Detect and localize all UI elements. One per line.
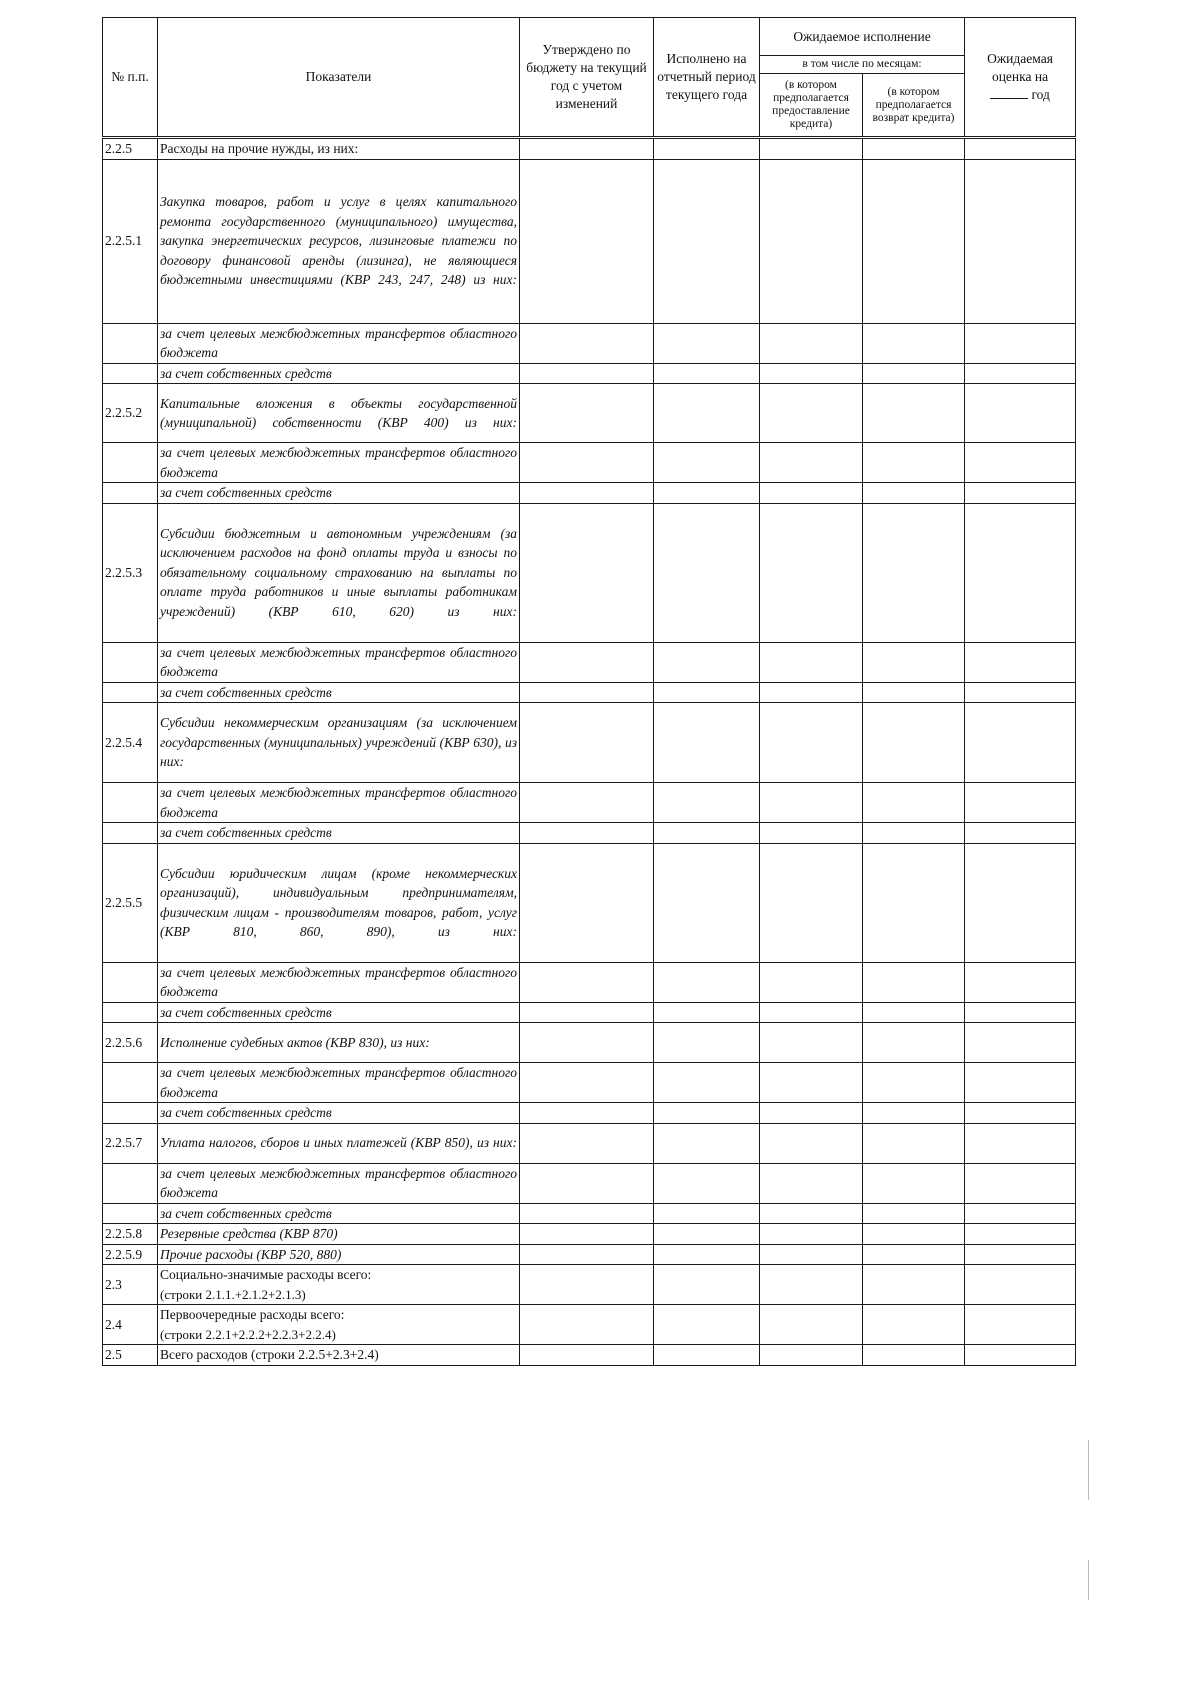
table-row (103, 443, 1076, 483)
row-number (103, 363, 158, 384)
value-month-credit-given[interactable] (760, 1305, 863, 1345)
row-indicator (158, 1023, 520, 1063)
row-indicator (158, 138, 520, 160)
table-row (103, 1305, 1076, 1345)
row-number: 2.2.5.1 (103, 159, 158, 323)
row-indicator (158, 823, 520, 844)
value-approved[interactable] (520, 1305, 654, 1345)
budget-expenses-table (102, 17, 1076, 1366)
row-number: 2.4 (103, 1305, 158, 1345)
value-estimate[interactable] (965, 443, 1076, 483)
table-row (103, 384, 1076, 443)
value-executed[interactable] (654, 682, 760, 703)
value-month-credit-return[interactable] (863, 1244, 965, 1265)
value-approved[interactable] (520, 1123, 654, 1163)
value-month-credit-given[interactable] (760, 962, 863, 1002)
row-number: 2.2.5.3 (103, 503, 158, 642)
row-number (103, 1163, 158, 1203)
value-month-credit-return[interactable] (863, 1305, 965, 1345)
value-month-credit-return[interactable] (863, 1345, 965, 1366)
row-number (103, 962, 158, 1002)
value-month-credit-given[interactable] (760, 1023, 863, 1063)
header-estimate-year: год (1031, 87, 1050, 102)
row-indicator (158, 682, 520, 703)
value-executed[interactable] (654, 1163, 760, 1203)
value-month-credit-given[interactable] (760, 1002, 863, 1023)
value-month-credit-given[interactable] (760, 703, 863, 783)
row-indicator (158, 363, 520, 384)
row-number: 2.2.5.4 (103, 703, 158, 783)
indicator-text: Социально-значимые расходы всего: (160, 1267, 372, 1282)
table-row (103, 323, 1076, 363)
row-indicator (158, 843, 520, 962)
row-number (103, 642, 158, 682)
value-executed[interactable] (654, 1265, 760, 1305)
value-approved[interactable] (520, 1244, 654, 1265)
value-approved[interactable] (520, 323, 654, 363)
indicator-text: за счет целевых межбюджетных трансфертов областного бюджета (160, 644, 517, 679)
value-month-credit-given[interactable] (760, 1103, 863, 1124)
indicator-text: за счет целевых межбюджетных трансфертов областного бюджета (160, 1065, 517, 1100)
value-month-credit-given[interactable] (760, 384, 863, 443)
header-num: № п.п. (103, 18, 158, 138)
row-number: 2.2.5.8 (103, 1224, 158, 1245)
value-approved[interactable] (520, 443, 654, 483)
value-estimate[interactable] (965, 503, 1076, 642)
row-number (103, 1063, 158, 1103)
indicator-text: Уплата налогов, сборов и иных платежей (КВР 850), из них: (160, 1135, 517, 1151)
value-executed[interactable] (654, 1224, 760, 1245)
indicator-text: за счет собственных средств (160, 485, 332, 500)
value-month-credit-given[interactable] (760, 823, 863, 844)
indicator-text: за счет целевых межбюджетных трансфертов областного бюджета (160, 325, 517, 360)
value-month-credit-return[interactable] (863, 483, 965, 504)
value-approved[interactable] (520, 1224, 654, 1245)
value-month-credit-return[interactable] (863, 1203, 965, 1224)
value-approved[interactable] (520, 503, 654, 642)
table-row (103, 843, 1076, 962)
header-approved: Утверждено по бюджету на текущий год с учетом изменений (520, 18, 654, 138)
row-indicator (158, 443, 520, 483)
value-approved[interactable] (520, 823, 654, 844)
value-month-credit-given[interactable] (760, 159, 863, 323)
header-month-credit-given: (в котором предполагается предоставление кредита) (760, 74, 863, 138)
row-number (103, 323, 158, 363)
value-approved[interactable] (520, 138, 654, 160)
row-indicator (158, 783, 520, 823)
value-month-credit-given[interactable] (760, 682, 863, 703)
value-estimate[interactable] (965, 1244, 1076, 1265)
row-indicator (158, 1244, 520, 1265)
indicator-text: Субсидии юридическим лицам (кроме некоммерческих организаций), индивидуальным предпринимателям, физическим лицам - производителям товаров, работ, услуг (КВР 810, 860, 890), из них: (160, 865, 517, 939)
value-estimate[interactable] (965, 1023, 1076, 1063)
value-estimate[interactable] (965, 1345, 1076, 1366)
row-indicator (158, 1163, 520, 1203)
value-approved[interactable] (520, 1103, 654, 1124)
row-number: 2.2.5.7 (103, 1123, 158, 1163)
value-month-credit-given[interactable] (760, 1163, 863, 1203)
table-row (103, 503, 1076, 642)
header-indicators: Показатели (158, 18, 520, 138)
value-approved[interactable] (520, 1063, 654, 1103)
value-estimate[interactable] (965, 1063, 1076, 1103)
value-estimate[interactable] (965, 138, 1076, 160)
value-month-credit-given[interactable] (760, 138, 863, 160)
value-approved[interactable] (520, 1023, 654, 1063)
value-estimate[interactable] (965, 1002, 1076, 1023)
table-row (103, 1002, 1076, 1023)
value-executed[interactable] (654, 1063, 760, 1103)
table-row (103, 1103, 1076, 1124)
table-row (103, 1244, 1076, 1265)
row-indicator (158, 1345, 520, 1366)
value-estimate[interactable] (965, 823, 1076, 844)
indicator-text: за счет собственных средств (160, 825, 332, 840)
row-number (103, 443, 158, 483)
row-indicator (158, 483, 520, 504)
value-month-credit-given[interactable] (760, 1345, 863, 1366)
indicator-text: Субсидии некоммерческим организациям (за исключением государственных (муниципальных) учреждений (КВР 630), из них: (160, 715, 517, 770)
value-month-credit-given[interactable] (760, 323, 863, 363)
row-number (103, 483, 158, 504)
value-estimate[interactable] (965, 843, 1076, 962)
row-number (103, 1103, 158, 1124)
value-approved[interactable] (520, 159, 654, 323)
table-row (103, 1163, 1076, 1203)
value-approved[interactable] (520, 783, 654, 823)
table-row (103, 823, 1076, 844)
value-month-credit-return[interactable] (863, 642, 965, 682)
value-month-credit-return[interactable] (863, 1103, 965, 1124)
value-estimate[interactable] (965, 384, 1076, 443)
row-number: 2.5 (103, 1345, 158, 1366)
value-estimate[interactable] (965, 363, 1076, 384)
value-month-credit-return[interactable] (863, 843, 965, 962)
value-month-credit-given[interactable] (760, 1063, 863, 1103)
table-row (103, 703, 1076, 783)
row-indicator (158, 703, 520, 783)
value-executed[interactable] (654, 1103, 760, 1124)
value-month-credit-given[interactable] (760, 1265, 863, 1305)
year-blank (990, 86, 1028, 99)
row-indicator (158, 1265, 520, 1305)
table-row (103, 1345, 1076, 1366)
table-row (103, 642, 1076, 682)
value-month-credit-return[interactable] (863, 1123, 965, 1163)
indicator-text: за счет собственных средств (160, 1205, 332, 1221)
value-month-credit-return[interactable] (863, 682, 965, 703)
value-estimate[interactable] (965, 1103, 1076, 1124)
value-month-credit-given[interactable] (760, 1244, 863, 1265)
header-estimate (965, 18, 1076, 138)
row-indicator (158, 384, 520, 443)
value-executed[interactable] (654, 1123, 760, 1163)
value-executed[interactable] (654, 443, 760, 483)
indicator-text: за счет собственных средств (160, 684, 332, 700)
value-approved[interactable] (520, 384, 654, 443)
value-approved[interactable] (520, 363, 654, 384)
indicator-text: Исполнение судебных актов (КВР 830), из них: (160, 1034, 430, 1050)
value-approved[interactable] (520, 962, 654, 1002)
indicator-text: Закупка товаров, работ и услуг в целях капитального ремонта государственного (муниципального) имущества, закупка энергетических ресурсов, лизинговые платежи по договору финансовой аренды (лизинга), не являющиеся бюджетными инвестициями (КВР 243, 247, 248) из них: (160, 194, 517, 288)
table-row (103, 1224, 1076, 1245)
indicator-text: Резервные средства (КВР 870) (160, 1226, 338, 1241)
indicator-text: за счет целевых межбюджетных трансфертов областного бюджета (160, 785, 517, 820)
value-approved[interactable] (520, 483, 654, 504)
table-row (103, 1023, 1076, 1063)
indicator-formula: (строки 2.2.5+2.3+2.4) (251, 1347, 379, 1362)
value-executed[interactable] (654, 1203, 760, 1224)
table-row (103, 138, 1076, 160)
value-month-credit-return[interactable] (863, 703, 965, 783)
value-month-credit-return[interactable] (863, 1063, 965, 1103)
row-number (103, 783, 158, 823)
value-executed[interactable] (654, 1345, 760, 1366)
row-indicator (158, 1063, 520, 1103)
value-estimate[interactable] (965, 1224, 1076, 1245)
indicator-text: Капитальные вложения в объекты государственной (муниципальной) собственности (КВР 400) из них: (160, 395, 517, 430)
value-month-credit-return[interactable] (863, 443, 965, 483)
value-approved[interactable] (520, 1163, 654, 1203)
row-number: 2.2.5.5 (103, 843, 158, 962)
value-month-credit-given[interactable] (760, 843, 863, 962)
value-executed[interactable] (654, 783, 760, 823)
value-estimate[interactable] (965, 962, 1076, 1002)
value-estimate[interactable] (965, 682, 1076, 703)
value-month-credit-return[interactable] (863, 363, 965, 384)
value-estimate[interactable] (965, 483, 1076, 504)
row-indicator (158, 1123, 520, 1163)
row-number: 2.2.5.9 (103, 1244, 158, 1265)
table-row (103, 363, 1076, 384)
value-month-credit-given[interactable] (760, 1224, 863, 1245)
value-estimate[interactable] (965, 703, 1076, 783)
value-executed[interactable] (654, 843, 760, 962)
value-approved[interactable] (520, 1345, 654, 1366)
table-row (103, 962, 1076, 1002)
indicator-text: Расходы на прочие нужды, из них: (160, 141, 359, 156)
value-approved[interactable] (520, 1002, 654, 1023)
value-month-credit-given[interactable] (760, 642, 863, 682)
value-month-credit-return[interactable] (863, 1023, 965, 1063)
value-executed[interactable] (654, 1244, 760, 1265)
row-number (103, 1203, 158, 1224)
row-indicator (158, 159, 520, 323)
value-month-credit-return[interactable] (863, 159, 965, 323)
value-month-credit-return[interactable] (863, 503, 965, 642)
indicator-formula: (строки 2.1.1.+2.1.2+2.1.3) (160, 1286, 306, 1302)
table-row (103, 1203, 1076, 1224)
row-number (103, 682, 158, 703)
value-month-credit-return[interactable] (863, 1265, 965, 1305)
value-estimate[interactable] (965, 783, 1076, 823)
value-approved[interactable] (520, 642, 654, 682)
value-month-credit-given[interactable] (760, 443, 863, 483)
table-row (103, 159, 1076, 323)
indicator-text: Всего расходов (160, 1347, 248, 1362)
value-month-credit-return[interactable] (863, 1163, 965, 1203)
row-indicator (158, 1305, 520, 1345)
value-executed[interactable] (654, 483, 760, 504)
scan-mark (1088, 1560, 1089, 1600)
header-executed: Исполнено на отчетный период текущего года (654, 18, 760, 138)
header-expected: Ожидаемое исполнение (760, 18, 965, 56)
row-number (103, 823, 158, 844)
value-executed[interactable] (654, 323, 760, 363)
value-estimate[interactable] (965, 1123, 1076, 1163)
scan-mark (1088, 1440, 1089, 1500)
value-executed[interactable] (654, 1305, 760, 1345)
indicator-text: Субсидии бюджетным и автономным учреждениям (за исключением расходов на фонд оплаты труда и взносы по обязательному социальному страхованию на выплаты по оплате труда работников и иные выплаты работникам учреждений) (КВР 610, 620) из них: (160, 525, 517, 619)
value-month-credit-return[interactable] (863, 1224, 965, 1245)
value-executed[interactable] (654, 642, 760, 682)
value-month-credit-return[interactable] (863, 823, 965, 844)
indicator-text: за счет целевых межбюджетных трансфертов областного бюджета (160, 445, 517, 480)
value-month-credit-return[interactable] (863, 1002, 965, 1023)
value-month-credit-given[interactable] (760, 1123, 863, 1163)
value-executed[interactable] (654, 962, 760, 1002)
value-approved[interactable] (520, 703, 654, 783)
row-indicator (158, 1103, 520, 1124)
table-row (103, 783, 1076, 823)
indicator-text: за счет целевых межбюджетных трансфертов областного бюджета (160, 964, 517, 999)
row-indicator (158, 323, 520, 363)
value-estimate[interactable] (965, 1305, 1076, 1345)
value-estimate[interactable] (965, 159, 1076, 323)
indicator-text: за счет целевых межбюджетных трансфертов областного бюджета (160, 1165, 517, 1200)
value-month-credit-given[interactable] (760, 1203, 863, 1224)
value-approved[interactable] (520, 682, 654, 703)
table-body (103, 138, 1076, 1366)
value-executed[interactable] (654, 159, 760, 323)
row-number: 2.2.5.6 (103, 1023, 158, 1063)
indicator-text: Первоочередные расходы всего: (160, 1307, 345, 1322)
value-executed[interactable] (654, 138, 760, 160)
table-row (103, 682, 1076, 703)
value-month-credit-given[interactable] (760, 363, 863, 384)
indicator-formula: (строки 2.2.1+2.2.2+2.2.3+2.2.4) (160, 1326, 336, 1342)
row-number: 2.2.5 (103, 138, 158, 160)
value-month-credit-given[interactable] (760, 483, 863, 504)
table-row (103, 1063, 1076, 1103)
value-estimate[interactable] (965, 1163, 1076, 1203)
indicator-text: за счет собственных средств (160, 1004, 332, 1020)
value-month-credit-return[interactable] (863, 384, 965, 443)
row-indicator (158, 1224, 520, 1245)
value-approved[interactable] (520, 1203, 654, 1224)
value-estimate[interactable] (965, 1203, 1076, 1224)
value-executed[interactable] (654, 503, 760, 642)
indicator-text: Прочие расходы (КВР 520, 880) (160, 1246, 342, 1262)
value-executed[interactable] (654, 1002, 760, 1023)
value-executed[interactable] (654, 384, 760, 443)
table-row (103, 1123, 1076, 1163)
row-indicator (158, 962, 520, 1002)
value-executed[interactable] (654, 1023, 760, 1063)
value-month-credit-return[interactable] (863, 783, 965, 823)
header-by-months: в том числе по месяцам: (760, 56, 965, 74)
value-estimate[interactable] (965, 642, 1076, 682)
value-executed[interactable] (654, 363, 760, 384)
value-approved[interactable] (520, 843, 654, 962)
value-month-credit-given[interactable] (760, 783, 863, 823)
indicator-text: за счет собственных средств (160, 1105, 332, 1120)
value-month-credit-given[interactable] (760, 503, 863, 642)
header-month-credit-return: (в котором предполагается возврат кредита) (863, 74, 965, 138)
indicator-text: за счет собственных средств (160, 365, 332, 381)
row-indicator (158, 1002, 520, 1023)
value-month-credit-return[interactable] (863, 138, 965, 160)
row-number (103, 1002, 158, 1023)
table-row (103, 1265, 1076, 1305)
row-number: 2.2.5.2 (103, 384, 158, 443)
row-number: 2.3 (103, 1265, 158, 1305)
table-row (103, 483, 1076, 504)
value-executed[interactable] (654, 703, 760, 783)
value-month-credit-return[interactable] (863, 962, 965, 1002)
row-indicator (158, 642, 520, 682)
row-indicator (158, 503, 520, 642)
value-estimate[interactable] (965, 1265, 1076, 1305)
value-month-credit-return[interactable] (863, 323, 965, 363)
header-estimate-label: Ожидаемая оценка на (987, 51, 1053, 84)
value-estimate[interactable] (965, 323, 1076, 363)
value-executed[interactable] (654, 823, 760, 844)
row-indicator (158, 1203, 520, 1224)
value-approved[interactable] (520, 1265, 654, 1305)
